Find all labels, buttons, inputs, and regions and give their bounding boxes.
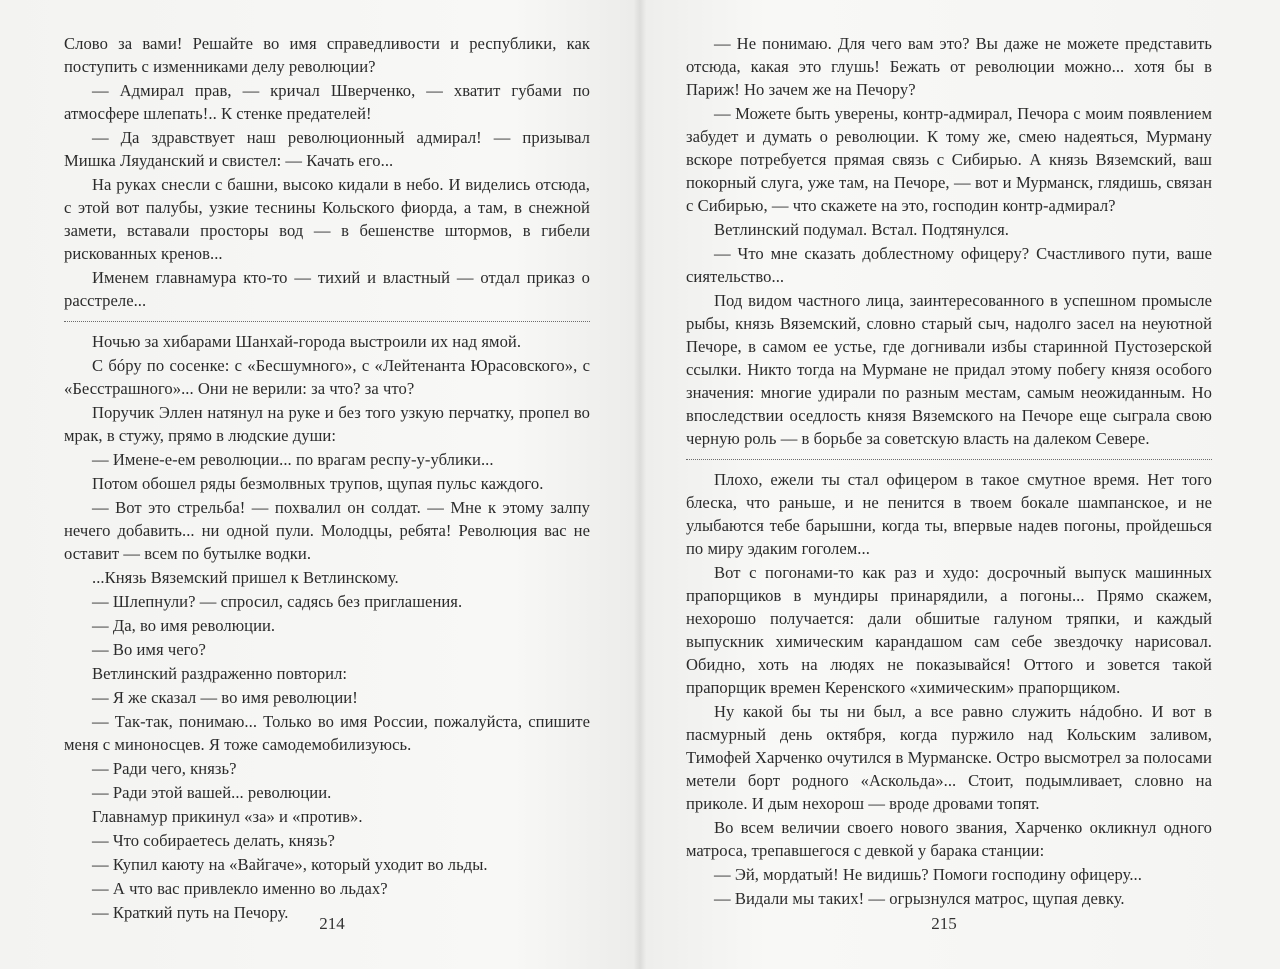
paragraph: Плохо, ежели ты стал офицером в такое смутное время. Нет того блеска, что раньше, и не пенится в твоем бокале шампанское, и не улыбаются тебе барышни, когда ты, впервые надев погоны, пройдешься по миру эдаким гоголем... (686, 470, 1212, 558)
paragraph: Ну какой бы ты ни был, а все равно служить нáдобно. И вот в пасмурный день октября, когда пуржило над Кольским заливом, Тимофей Харченко очутился в Мурманске. Остро высмотрел за полосами метели борт родного «Аскольда»... Стоит, подымливает, словно на приколе. И дым нехорош — вроде дровами топят. (686, 702, 1212, 813)
left-page (64, 32, 590, 925)
page-number: 215 (931, 914, 957, 933)
paragraph: — Не понимаю. Для чего вам это? Вы даже не можете представить отсюда, какая это глушь! Бежать от революции можно... хотя бы в Париж! Но зачем же на Печору? (686, 34, 1212, 99)
paragraph: Потом обошел ряды безмолвных трупов, щупая пульс каждого. (92, 474, 544, 493)
paragraph: Ночью за хибарами Шанхай-города выстроили их над ямой. (92, 332, 522, 351)
paragraph: — Да здравствует наш революционный адмирал! — призывал Мишка Ляуданский и свистел: — Качать его... (64, 128, 590, 170)
paragraph: — Можете быть уверены, контр-адмирал, Печора с моим появлением забудет и думать о революции. К тому же, смею надеяться, Мурману вскоре потребуется прямая связь с Сибирью. А князь Вяземский, ваш покорный слуга, уже там, на Печоре, — вот и Мурманск, глядишь, связан с Сибирью, — что скажете на это, господин контр-адмирал? (686, 104, 1212, 215)
right-text-block-1 (686, 32, 1212, 450)
paragraph: — Эй, мордатый! Не видишь? Помоги господину офицеру... (714, 865, 1142, 884)
paragraph: — Краткий путь на Печору. (92, 903, 289, 922)
right-page (686, 32, 1212, 911)
section-divider (686, 459, 1212, 460)
paragraph: Слово за вами! Решайте во имя справедливости и республики, как поступить с изменниками делу революции? (64, 34, 590, 76)
paragraph: Вот с погонами-то как раз и худо: досрочный выпуск машинных прапорщиков в мундиры принарядили, а погоны... Прямо скажем, нехорошо получается: дали обшитые галуном тряпки, и каждый выпускник химическим карандашом сам себе звездочку нарисовал. Обидно, хоть на людях не показывайся! Оттого и зовется такой прапорщик времен Керенского «химическим» прапорщиком. (686, 563, 1212, 697)
paragraph: — Ради этой вашей... революции. (92, 783, 332, 802)
left-text-block-2 (64, 330, 590, 924)
paragraph: На руках снесли с башни, высоко кидали в небо. И виделись отсюда, с этой вот палубы, узкие теснины Кольского фиорда, а там, в снежной замети, вставали просторы вод — в бешенстве штормов, в гибели рискованных кренов... (64, 175, 590, 263)
paragraph: — Имене-е-ем революции... по врагам респу-у-ублики... (92, 450, 494, 469)
paragraph: — Да, во имя революции. (92, 616, 276, 635)
paragraph: — А что вас привлекло именно во льдах? (92, 879, 388, 898)
paragraph: С бóру по сосенке: с «Бесшумного», с «Лейтенанта Юрасовского», с «Бесстрашного»... Они не верили: за что? за что? (64, 356, 590, 398)
paragraph: Именем главнамура кто-то — тихий и властный — отдал приказ о расстреле... (64, 268, 590, 310)
left-text-block-1 (64, 32, 590, 312)
paragraph: — Адмирал прав, — кричал Шверченко, — хватит губами по атмосфере шлепать!.. К стенке предателей! (64, 81, 590, 123)
paragraph: — Во имя чего? (92, 640, 206, 659)
right-text-block-2 (686, 468, 1212, 910)
paragraph: ...Князь Вяземский пришел к Ветлинскому. (92, 568, 399, 587)
page-number: 214 (319, 914, 345, 933)
paragraph: Поручик Эллен натянул на руке и без того узкую перчатку, пропел во мрак, в стужу, прямо в людские души: (64, 403, 590, 445)
section-divider (64, 321, 590, 322)
paragraph: Под видом частного лица, заинтересованного в успешном промысле рыбы, князь Вяземский, словно старый сыч, надолго засел на неуютной Печоре, в самом ее устье, где догнивали избы старинной Пустозерской ссылки. Никто тогда на Мурмане не придал этому побегу князя особого значения: многие удирали по разным местам, самым неожиданным. Но впоследствии оседлость князя Вяземского на Печоре еще сыграла свою черную роль — в борьбе за советскую власть на далеком Севере. (686, 291, 1212, 448)
paragraph: — Купил каюту на «Вайгаче», который уходит во льды. (92, 855, 488, 874)
paragraph: Главнамур прикинул «за» и «против». (92, 807, 363, 826)
paragraph: Ветлинский подумал. Встал. Подтянулся. (714, 220, 1010, 239)
paragraph: — Шлепнули? — спросил, садясь без приглашения. (92, 592, 463, 611)
paragraph: — Так-так, понимаю... Только во имя России, пожалуйста, спишите меня с миноносцев. Я тоже самодемобилизуюсь. (64, 712, 590, 754)
paragraph: — Вот это стрельба! — похвалил он солдат. — Мне к этому залпу нечего добавить... ни одной пули. Молодцы, ребята! Революция вас не оставит — всем по бутылке водки. (64, 498, 590, 563)
paragraph: — Ради чего, князь? (92, 759, 237, 778)
paragraph: — Что собираетесь делать, князь? (92, 831, 335, 850)
paragraph: — Я же сказал — во имя революции! (92, 688, 358, 707)
paragraph: Во всем величии своего нового звания, Харченко окликнул одного матроса, трепавшегося с девкой у барака станции: (686, 818, 1212, 860)
paragraph: — Видали мы таких! — огрызнулся матрос, щупая девку. (714, 889, 1125, 908)
paragraph: — Что мне сказать доблестному офицеру? Счастливого пути, ваше сиятельство... (686, 244, 1212, 286)
paragraph: Ветлинский раздраженно повторил: (92, 664, 348, 683)
